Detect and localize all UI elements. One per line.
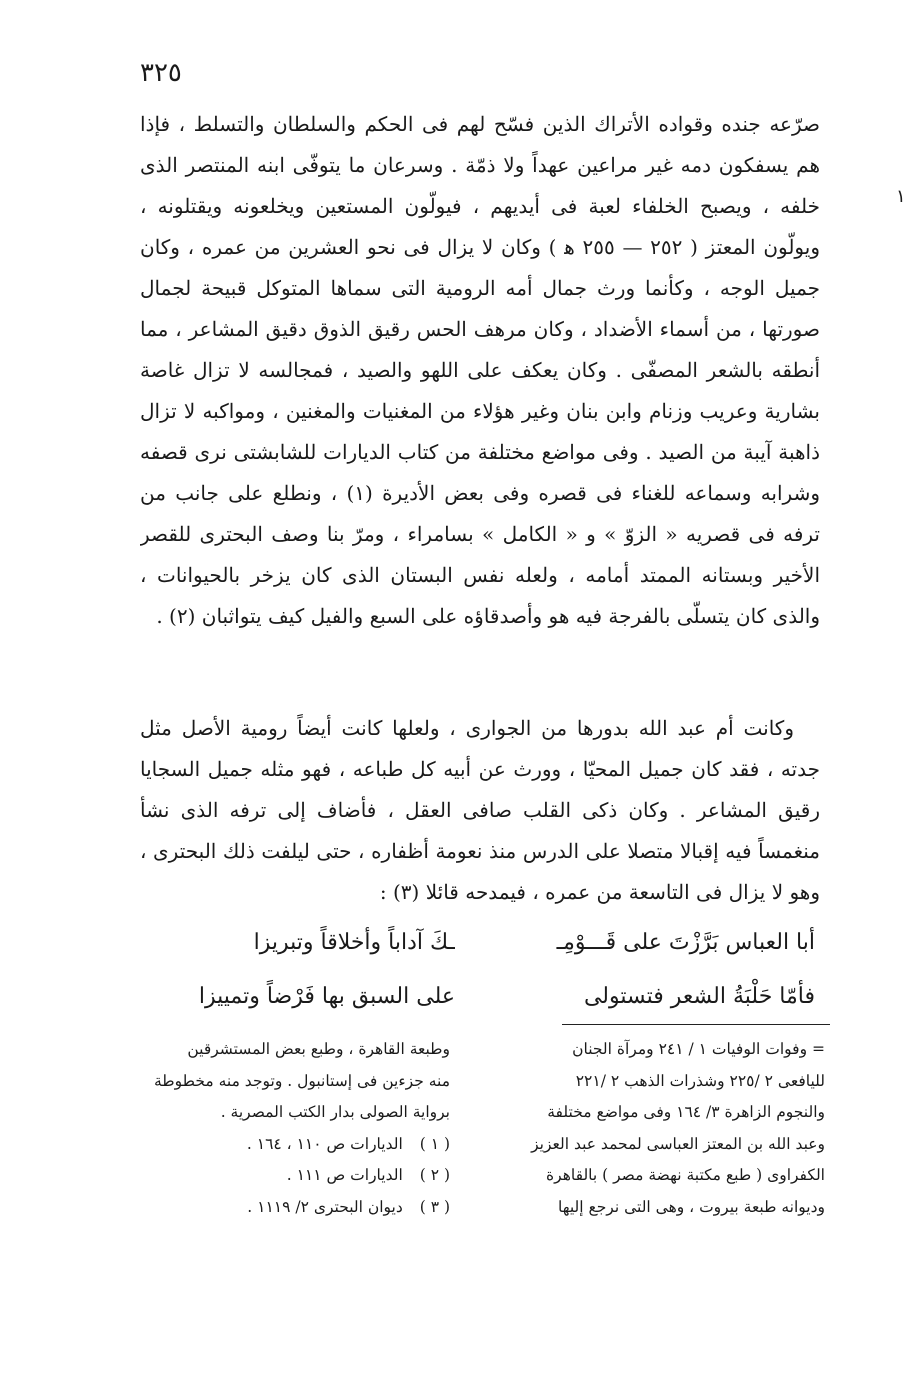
page-number: ٣٢٥ <box>140 58 182 88</box>
footnote-item <box>120 1192 450 1224</box>
footnote-line: وديوانه طبعة بيروت ، وهى التى نرجع إليها <box>557 1197 825 1216</box>
poem-second-hemistich: ـكَ آداباً وأخلاقاً وتبريزا <box>253 930 455 955</box>
footnote-line: وعبد الله بن المعتز العباسى لمحمد عبد العزيز <box>531 1134 825 1153</box>
footnotes-left-column <box>120 1034 450 1223</box>
footnote-ref: ( ٣ ) <box>419 1197 450 1216</box>
footnote-line: = وفوات الوفيات ١ / ٢٤١ ومرآة الجنان <box>572 1040 825 1058</box>
footnote-line: وطبعة القاهرة ، وطبع بعض المستشرقين <box>187 1040 450 1058</box>
margin-mark: ١ <box>896 186 906 207</box>
footnote-item <box>120 1129 450 1161</box>
paragraph: وكانت أم عبد الله بدورها من الجوارى ، ولعلها كانت أيضاً رومية الأصل مثل جدته ، فقد كان جميل المحيّا ، وورث عن أبيه كل طباعه ، فهو مثله جميل السجايا رقيق المشاعر . وكان ذكى القلب صافى العقل ، فأضاف إلى ترفه الذى نشأ منغمساً فيه إقبالا متصلا على الدرس منذ نعومة أظفاره ، حتى ليلفت ذلك البحترى ، وهو لا يزال فى التاسعة من عمره ، فيمدحه قائلا (٣) : <box>140 716 820 904</box>
footnote-rule <box>562 1024 830 1025</box>
poem-first-hemistich: فأمّا حَلْبَةُ الشعر فتستولى <box>583 984 815 1009</box>
footnote-ref: ( ٢ ) <box>419 1166 450 1184</box>
footnote-line: والنجوم الزاهرة ٣/ ١٦٤ وفى مواضع مختلفة <box>547 1103 825 1121</box>
poem-first-hemistich: أبا العباس بَرَّزْتَ على قَـــوْمِـ <box>556 930 815 955</box>
main-text <box>140 104 820 914</box>
footnote-item <box>120 1160 450 1192</box>
footnote-line: لليافعى ٢ /٢٢٥ وشذرات الذهب ٢ /٢٢١ <box>575 1071 825 1090</box>
footnotes-right-column <box>505 1034 825 1223</box>
footnote-line: الكفراوى ( طبع مكتبة نهضة مصر ) بالقاهرة <box>546 1166 825 1184</box>
footnote-text: ديوان البحترى ٢/ ١١١٩ . <box>247 1197 403 1216</box>
footnote-line: منه جزءين فى إستانبول . وتوجد منه مخطوطة <box>153 1071 450 1090</box>
paragraph: صرّعه جنده وقواده الأتراك الذين فسّح لهم فى الحكم والسلطان والتسلط ، فإذا هم يسفكون دمه غير مراعين عهداً ولا ذمّة . وسرعان ما يتوفّى ابنه المنتصر الذى خلفه ، ويصبح الخلفاء لعبة فى أيديهم ، فيولّون المستعين ويخلعونه ويقتلونه ، ويولّون المعتز ( ٢٥٢ — ٢٥٥ ﻫ ) وكان لا يزال فى نحو العشرين من عمره ، وكان جميل الوجه ، وكأنما ورث جمال أمه الرومية التى سماها المتوكل قبيحة لجمال صورتها ، من أسماء الأضداد ، وكان مرهف الحس رقيق الذوق دقيق المشاعر ، مما أنطقه بالشعر المصفّى . وكان يعكف على اللهو والصيد ، فمجالسه لا تزال غاصة بشارية وعريب وزنام وابن بنان وغير هؤلاء من المغنيات والمغنين ، ومواكبه لا تزال ذاهبة آيبة من الصيد . وفى مواضع مختلفة من كتاب الديارات للشابشتى نرى قصفه وشرابه وسماعه للغناء فى قصره وفى بعض الأديرة (١) ، ونطلع على جانب من ترفه فى قصريه « الزوّ » و « الكامل » بسامراء ، ومرّ بنا وصف البحترى للقصر الأخير وبستانه الممتد أمامه ، ولعله نفس البستان الذى كان يزخر بالحيوانات ، والذى كان يتسلّى بالفرجة فيه هو وأصدقاؤه على السبع والفيل كيف يتواثبان (٢) . <box>140 112 820 628</box>
footnote-ref: ( ١ ) <box>419 1134 450 1153</box>
footnote-line: برواية الصولى بدار الكتب المصرية . <box>220 1103 450 1121</box>
footnote-text: الديارات ص ١١١ . <box>286 1166 403 1184</box>
poem-second-hemistich: على السبق بها فَرْضاً وتمييزا <box>198 984 455 1009</box>
poem-verse <box>150 916 815 970</box>
poem-verse <box>150 970 815 1024</box>
poem <box>150 916 815 1024</box>
footnote-text: الديارات ص ١١٠ ، ١٦٤ . <box>246 1134 403 1153</box>
